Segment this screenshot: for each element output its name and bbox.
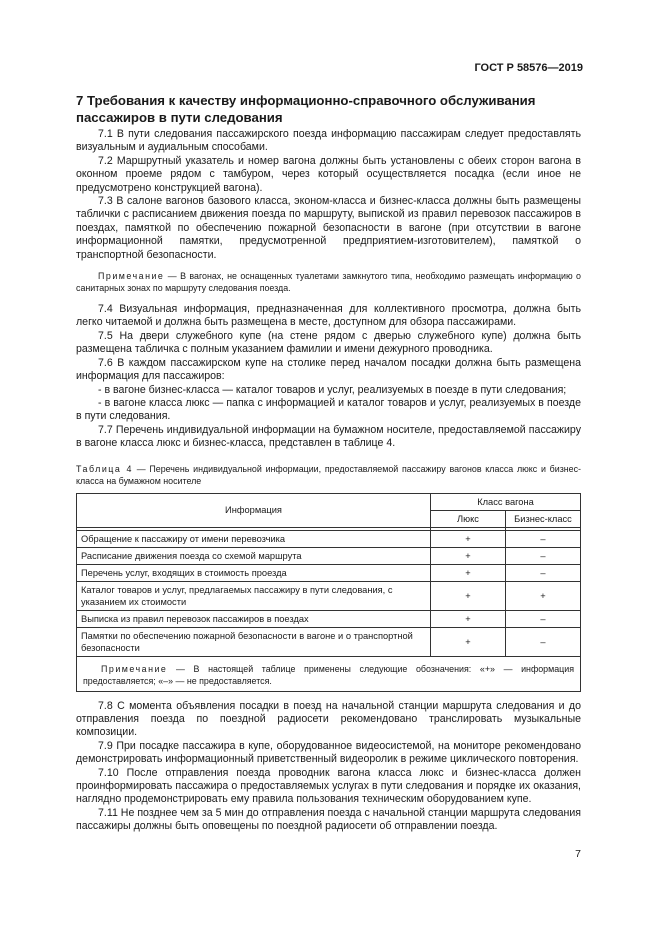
table-note <box>77 656 581 691</box>
cell-info: Обращение к пассажиру от имени перевозчика <box>77 530 431 547</box>
table-row <box>77 530 581 547</box>
col-header-info: Информация <box>77 493 431 527</box>
cell-business: – <box>506 610 581 627</box>
paragraph-7-2: 7.2 Маршрутный указатель и номер вагона должны быть установлены с обеих сторон вагона в оконном проеме рядом с тамбуром, через который осуществляется посадка (если иное не предусмотрено конструкцией вагона). <box>76 154 581 194</box>
cell-business: – <box>506 627 581 656</box>
paragraph-7-8: 7.8 С момента объявления посадки в поезд на начальной станции маршрута следования и до отправления поезда по поездной радиосети рекомендовано транслировать музыкальные композиции. <box>76 699 581 739</box>
paragraph-7-9: 7.9 При посадке пассажира в купе, оборудованное видеосистемой, на мониторе рекомендовано демонстрировать информационный приветственный видеоролик в режиме циклического повторения. <box>76 739 581 766</box>
page-number: 7 <box>575 848 581 860</box>
paragraph-7-1: 7.1 В пути следования пассажирского поезда информацию пассажирам следует предоставлять визуальным и аудиальным способами. <box>76 128 581 154</box>
table-row <box>77 610 581 627</box>
cell-lux: + <box>431 530 506 547</box>
cell-business: – <box>506 530 581 547</box>
paragraph-7-3: 7.3 В салоне вагонов базового класса, эконом-класса и бизнес-класса должны быть размещены таблички с расписанием движения поезда по маршруту, выпиской из правил перевозок пассажиров в поездах, памяткой по обеспечению пожарной безопасности в вагоне (при отсутствии в вагоне информационной памятки, предусмотренной предприятием-изготовителем), памяткой о транспортной безопасности. <box>76 195 581 261</box>
note-sanitary <box>76 270 581 294</box>
table-row <box>77 627 581 656</box>
cell-lux: + <box>431 627 506 656</box>
table-header-row <box>77 493 581 510</box>
section-title: 7 Требования к качеству информационно-справочного обслуживания пассажиров в пути следования <box>76 93 536 125</box>
paragraph-7-10: 7.10 После отправления поезда проводник вагона класса люкс и бизнес-класса должен проинформировать пассажира о предоставляемых услугах в пути следования и порядке их оказания, наглядно продемонстрировать ему правила пользования техническим оборудованием купе. <box>76 766 581 806</box>
cell-lux: + <box>431 564 506 581</box>
list-item-lux: - в вагоне класса люкс — папка с информацией и каталог товаров и услуг, реализуемых в поезде в пути следования. <box>76 396 581 423</box>
cell-lux: + <box>431 547 506 564</box>
col-header-business: Бизнес-класс <box>506 510 581 527</box>
note-label: Примечание <box>98 271 165 282</box>
paragraph-7-5: 7.5 На двери служебного купе (на стене рядом с дверью служебного купе) должна быть размещена табличка с полным указанием фамилии и имени дежурного проводника. <box>76 329 581 356</box>
table-note-label: Примечание <box>101 663 168 674</box>
table-row <box>77 564 581 581</box>
cell-lux: + <box>431 610 506 627</box>
section-body <box>76 128 581 834</box>
paragraph-7-4: 7.4 Визуальная информация, предназначенная для коллективного просмотра, должна быть легко читаемой и должна быть размещена в месте, доступном для обзора пассажирами. <box>76 303 581 329</box>
table-caption <box>76 463 581 487</box>
table-caption-label: Таблица 4 <box>76 463 133 474</box>
cell-lux: + <box>431 581 506 610</box>
paragraph-7-6: 7.6 В каждом пассажирском купе на столике перед началом посадки должна быть размещена информация для пассажиров: <box>76 356 581 383</box>
cell-info: Каталог товаров и услуг, предлагаемых пассажиру в пути следования, с указанием их стоимости <box>77 581 431 610</box>
document-code: ГОСТ Р 58576—2019 <box>474 62 583 74</box>
cell-business: – <box>506 547 581 564</box>
table-note-text: — В настоящей таблице применены следующие обозначения: «+» — информация предоставляется; «–» — не предоставляется. <box>83 663 574 686</box>
cell-business: – <box>506 564 581 581</box>
col-header-group: Класс вагона <box>431 493 581 510</box>
col-header-lux: Люкс <box>431 510 506 527</box>
paragraph-7-7: 7.7 Перечень индивидуальной информации на бумажном носителе, предоставляемой пассажиру в вагоне класса люкс и бизнес-класса, представлен в таблице 4. <box>76 423 581 450</box>
cell-info: Памятки по обеспечению пожарной безопасности в вагоне и о транспортной безопасности <box>77 627 431 656</box>
table-caption-text: — Перечень индивидуальной информации, предоставляемой пассажиру вагонов класса люкс и бизнес-класса на бумажном носителе <box>76 463 581 486</box>
cell-info: Расписание движения поезда со схемой маршрута <box>77 547 431 564</box>
cell-info: Перечень услуг, входящих в стоимость проезда <box>77 564 431 581</box>
table-4 <box>76 493 581 692</box>
table-note-row <box>77 656 581 691</box>
list-item-business: - в вагоне бизнес-класса — каталог товаров и услуг, реализуемых в поезде в пути следования; <box>98 383 567 396</box>
note-text: — В вагонах, не оснащенных туалетами замкнутого типа, необходимо размещать информацию о санитарных зонах по маршруту следования поезда. <box>76 271 581 294</box>
table-row <box>77 547 581 564</box>
cell-business: + <box>506 581 581 610</box>
table-row <box>77 581 581 610</box>
cell-info: Выписка из правил перевозок пассажиров в поездах <box>77 610 431 627</box>
paragraph-7-11: 7.11 Не позднее чем за 5 мин до отправления поезда с начальной станции маршрута следования пассажиры должны быть оповещены по поездной радиосети об отправлении поезда. <box>76 806 581 833</box>
